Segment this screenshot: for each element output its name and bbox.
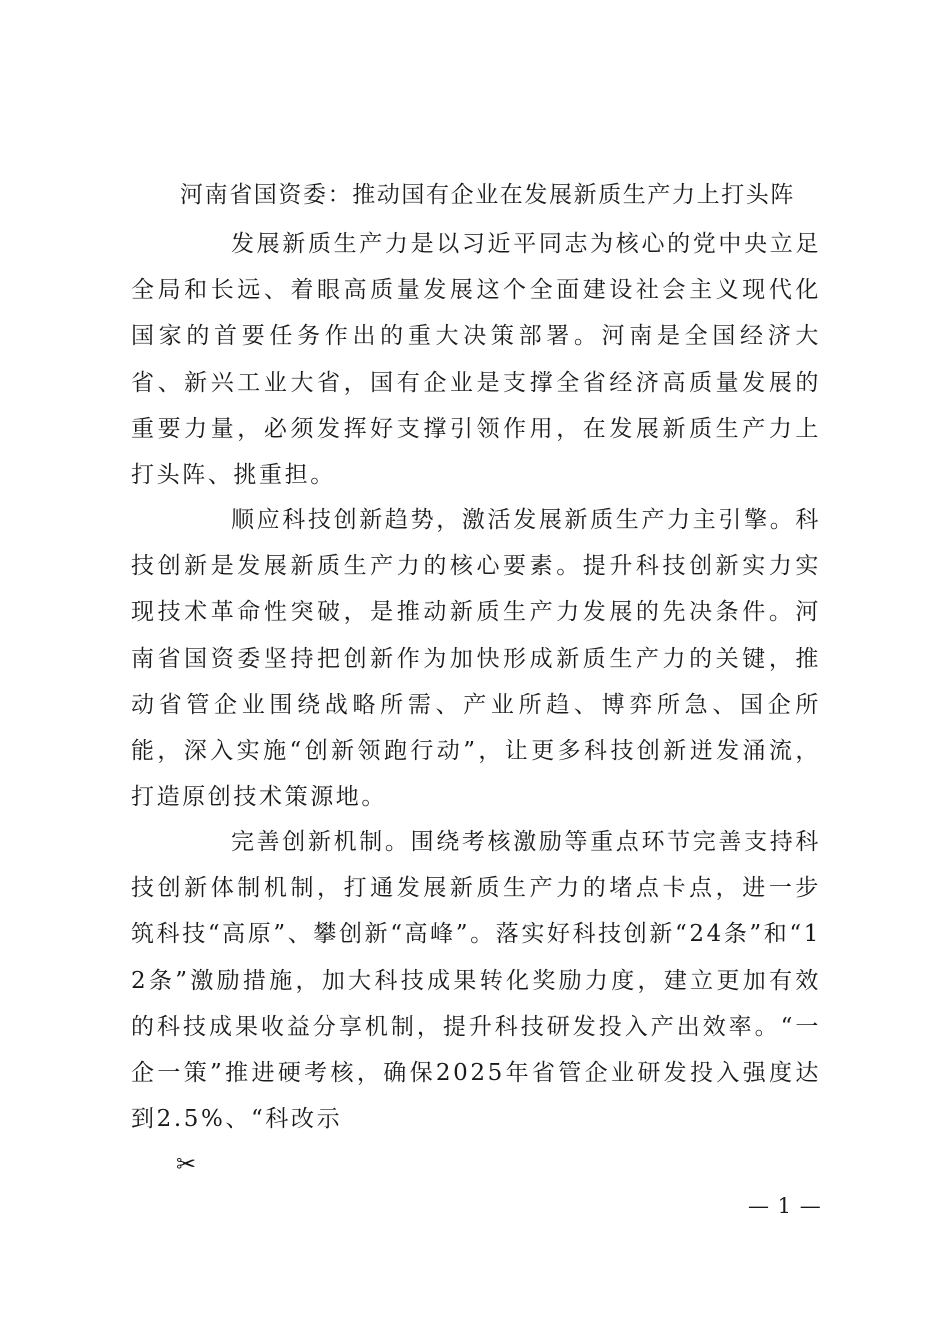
scissors-icon: ✂ — [176, 1150, 197, 1178]
page-number: — 1 — — [748, 1194, 822, 1218]
paragraph-tech-innovation: 顺应科技创新趋势，激活发展新质生产力主引擎。科技创新是发展新质生产力的核心要素。提升科技创新实力实现技术革命性突破，是推动新质生产力发展的先决条件。河南省国资委坚持把创新作为加快形成新质生产力的关键，推动省管企业围绕战略所需、产业所趋、博弈所急、国企所能，深入实施“创新领跑行动”，让更多科技创新迸发涌流，打造原创技术策源地。 — [131, 507, 821, 811]
document-title: 河南省国资委：推动国有企业在发展新质生产力上打头阵 — [180, 182, 795, 208]
paragraph-innovation-mechanism: 完善创新机制。围绕考核激励等重点环节完善支持科技创新体制机制，打通发展新质生产力的堵点卡点，进一步筑科技“高原”、攀创新“高峰”。落实好科技创新“24条”和“12条”激励措施，加大科技成果转化奖励力度，建立更加有效的科技成果收益分享机制，提升科技研发投入产出效率。“一企一策”推进硬考核，确保2025年省管企业研发投入强度达到2.5%、“科改示 — [131, 829, 821, 1133]
paragraph-intro: 发展新质生产力是以习近平同志为核心的党中央立足全局和长远、着眼高质量发展这个全面建设社会主义现代化国家的首要任务作出的重大决策部署。河南是全国经济大省、新兴工业大省，国有企业是支撑全省经济高质量发展的重要力量，必须发挥好支撑引领作用，在发展新质生产力上打头阵、挑重担。 — [131, 231, 821, 489]
